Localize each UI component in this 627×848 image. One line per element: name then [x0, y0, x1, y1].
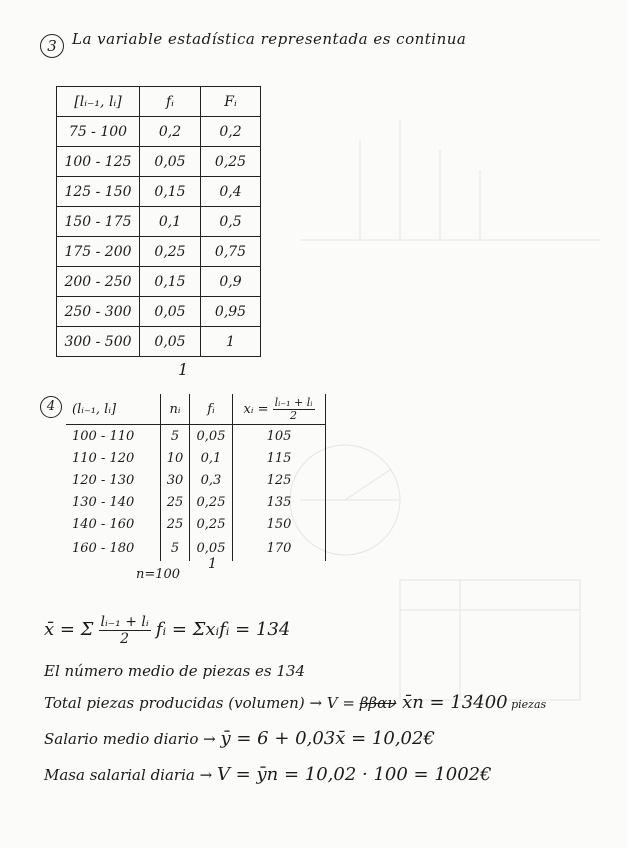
cell-interval: 300 - 500	[57, 327, 140, 357]
cell-interval: 100 - 125	[57, 147, 140, 177]
question-number-4: 4	[40, 396, 62, 418]
cell-ni: 30	[161, 469, 190, 491]
cell-fi: 0,25	[190, 491, 233, 513]
cell-fi: 0,2	[140, 117, 201, 147]
mean-fraction-denominator: 2	[120, 631, 130, 647]
cell-xi: 150	[233, 513, 326, 535]
table-row	[66, 425, 326, 448]
cell-xi: 125	[233, 469, 326, 491]
cell-Fi: 0,75	[201, 237, 261, 267]
cell-interval: 130 - 140	[72, 494, 135, 510]
table-row	[57, 267, 261, 297]
header-class-mark	[233, 394, 326, 425]
ni-column-total: n=100	[136, 567, 181, 582]
cell-xi: 170	[233, 535, 326, 561]
total-volume-unit: piezas	[507, 698, 547, 711]
header-relative-frequency: fᵢ	[190, 394, 233, 425]
cell-interval: 100 - 110	[72, 428, 135, 444]
cell-Fi: 0,2	[201, 117, 261, 147]
class-mark-fraction	[273, 397, 315, 422]
header-absolute-frequency: nᵢ	[161, 394, 190, 425]
cell-xi: 115	[233, 447, 326, 469]
cell-ni: 25	[161, 513, 190, 535]
mean-fraction	[99, 614, 151, 647]
total-volume-line	[44, 692, 546, 713]
salary-mass-line	[44, 764, 492, 785]
table-row	[66, 469, 326, 491]
header-interval: (lᵢ₋₁, lᵢ]	[66, 394, 161, 425]
table-row	[66, 535, 326, 561]
cell-interval: 140 - 160	[72, 516, 135, 532]
cell-interval: 110 - 120	[72, 450, 135, 466]
cell-fi: 0,05	[140, 327, 201, 357]
cell-fi: 0,05	[190, 425, 233, 448]
mean-salary-line	[44, 728, 435, 749]
cell-Fi: 0,95	[201, 297, 261, 327]
cell-fi: 0,15	[140, 177, 201, 207]
class-mark-label: xᵢ =	[243, 401, 269, 417]
table-row	[57, 177, 261, 207]
cell-xi: 105	[233, 425, 326, 448]
frequency-table-q4	[66, 394, 326, 561]
cell-fi: 0,3	[190, 469, 233, 491]
total-volume-text: Total piezas producidas (volumen) → V =	[44, 694, 360, 712]
table-row	[57, 207, 261, 237]
cell-interval: 250 - 300	[57, 297, 140, 327]
mean-rhs: fᵢ = Σxᵢfᵢ = 134	[155, 619, 291, 640]
cell-Fi: 0,4	[201, 177, 261, 207]
table-row	[66, 447, 326, 469]
mean-conclusion: El número medio de piezas es 134	[44, 662, 306, 680]
cell-fi: 0,05	[190, 535, 233, 561]
table-row	[57, 327, 261, 357]
mean-salary-text: Salario medio diario →	[44, 730, 221, 748]
cell-interval: 120 - 130	[72, 472, 135, 488]
cell-interval: 160 - 180	[72, 540, 135, 556]
mean-salary-formula: ȳ = 6 + 0,03x̄ = 10,02€	[220, 728, 435, 749]
cell-Fi: 0,9	[201, 267, 261, 297]
table-row	[66, 513, 326, 535]
cell-ni: 5	[161, 535, 190, 561]
header-relative-frequency: fᵢ	[140, 87, 201, 117]
table-header-row	[57, 87, 261, 117]
cell-interval: 75 - 100	[57, 117, 140, 147]
cell-interval: 150 - 175	[57, 207, 140, 237]
table-row	[57, 237, 261, 267]
question-3-statement: La variable estadística representada es continua	[72, 30, 467, 48]
mean-fraction-numerator: lᵢ₋₁ + lᵢ	[100, 614, 149, 630]
cell-interval: 125 - 150	[57, 177, 140, 207]
cell-fi: 0,1	[140, 207, 201, 237]
fraction-denominator: 2	[290, 408, 298, 422]
cell-Fi: 0,5	[201, 207, 261, 237]
cell-ni: 5	[161, 425, 190, 448]
header-interval: [lᵢ₋₁, lᵢ]	[57, 87, 140, 117]
crossed-out-text: ββαν	[359, 694, 397, 712]
fi-column-total: 1	[208, 556, 217, 572]
cell-xi: 135	[233, 491, 326, 513]
mean-formula	[44, 614, 290, 647]
cell-interval: 175 - 200	[57, 237, 140, 267]
cell-fi: 0,25	[140, 237, 201, 267]
cell-interval: 200 - 250	[57, 267, 140, 297]
table-header-row	[66, 394, 326, 425]
cell-fi: 0,05	[140, 297, 201, 327]
cell-Fi: 1	[201, 327, 261, 357]
table-row	[57, 297, 261, 327]
cell-ni: 25	[161, 491, 190, 513]
cell-Fi: 0,25	[201, 147, 261, 177]
question-number-3: 3	[40, 34, 64, 58]
header-cumulative-frequency: Fᵢ	[201, 87, 261, 117]
cell-fi: 0,05	[140, 147, 201, 177]
cell-fi: 0,15	[140, 267, 201, 297]
total-volume-formula: x̄n = 13400	[396, 692, 508, 713]
salary-mass-text: Masa salarial diaria →	[44, 766, 217, 784]
fraction-numerator: lᵢ₋₁ + lᵢ	[274, 395, 313, 409]
table-row	[57, 147, 261, 177]
cell-fi: 0,1	[190, 447, 233, 469]
cell-fi: 0,25	[190, 513, 233, 535]
table-row	[57, 117, 261, 147]
frequency-table-q3	[56, 86, 261, 357]
salary-mass-formula: V = ȳn = 10,02 · 100 = 1002€	[216, 764, 492, 785]
cell-ni: 10	[161, 447, 190, 469]
table-row	[66, 491, 326, 513]
fi-column-total: 1	[178, 360, 189, 379]
mean-lhs: x̄ = Σ	[44, 619, 94, 640]
